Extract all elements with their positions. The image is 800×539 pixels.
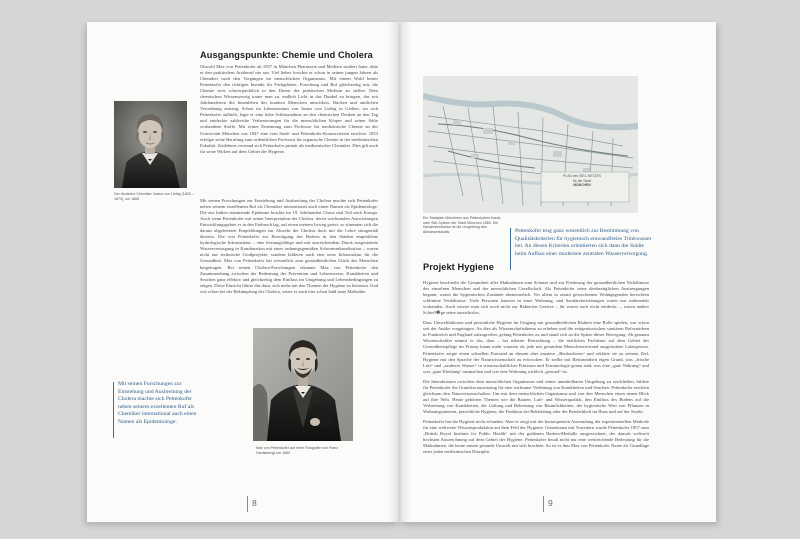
left-pull-quote-wrap — [118, 381, 202, 427]
sewer-map-image — [423, 76, 638, 213]
left-main-wrap — [200, 198, 378, 295]
left-page-number-tick — [247, 496, 248, 512]
right-body-wrap — [423, 280, 649, 455]
portrait-pettenkofer-caption-wrap — [256, 446, 356, 455]
right-paragraph-1: Hygiene beschreibt die Gesamtheit aller Maßnahmen zum Schutze und zur Förderung der gesundheitlichen Verhältnisse des einzelnen Menschen und der menschlichen Gesellschaft. Als Pettenkofer seine diesbezüglichen Anstrengungen begann, waren die hygienischen Zustände abenteuerlich. Vor allem in rasant gewachsenen Wohngegenden herrschten schlimme Verhältnisse. Viele Personen hausten in einer Wohnung, und Sanitäreinrichtungen waren nur rudimentär vorhanden. Auch wusste man sich noch nicht zur Bakterien Gesetze – ihr waren auch nicht entdeckt –, waren andere Schiefl�ge seine aussichtslos. — [423, 280, 649, 316]
sewer-map-title-wrap — [542, 174, 622, 188]
sewer-map-caption-wrap — [423, 216, 505, 235]
portrait-liebig-image — [114, 101, 187, 188]
left-page-number: 8 — [252, 498, 257, 508]
portrait-pettenkofer-caption: Max von Pettenkofer auf einer Fotografie von Franz Hanfstaengl um 1860 — [256, 446, 339, 455]
portrait-liebig-caption: Der deutsche Chemiker Justus von Liebig (1803 – 1873), um 1865 — [114, 192, 194, 201]
right-paragraph-4: Pettenkofer hat die Hygiene nicht erfunden. Aber er zeigt mit der konsequenten Anwendung der experimentellen Methode für eine weltweite Wissensproduktion auf dem Feld der Hygiene. Gemeinsam mit Vorreitern wurde Pettenkofer 1857 zum „British Royal Institute for Public Health“ mit der goldenen Harben-Medaille ausgezeichnet, der damals weltweit höchsten Auszeichnung auf dem Gebiet der Hygiene. Pettenkofer besaß nicht nur eine weitreichende Bedeutung für die Maßnahmen, die heute unsere gesunde Umwelt mit sich brachten. So ist es ihm Max von Pettenkofer Name als Grundlage einer jeden medizinischen Disziplin. — [423, 418, 649, 455]
left-pull-quote-rule — [113, 382, 114, 438]
right-pull-quote: Pettenkofer trug ganz wesentlich zur Bestimmung von Qualitätskriterien für hygienisch einwandfreies Trinkwasser bei. An diesen Kriterien orientierten sich dann die Städte beim Aufbau einer modernen zentralen Wasserversorgung. — [515, 228, 652, 257]
sewer-map-title-1: PLAN des SIEL-NETZES — [562, 174, 602, 178]
left-intro-paragraph: Obwohl Max von Pettenkofer ab 1857 in München Pharmazie und Medizin studiert hatte, übte er den praktischen Arztberuf nie aus. Viel lieber forschte er schon in seinen jungen Jahren als Chemiker nach den Vorgängen im menschlichen Organismus. Mit einem Wohl bester Pettenkofer den richtigen Instinkt für Fachgebiete, Forschung und Ruf gleichzeitig mit, die Chemie stets schwerpunktlich in den Dienst der praktischen Medizin zu stellen. Dem chemischen Wissenszweig traute man zu, endlich Licht in das Dunkel zu bringen, das seit Jahrhunderten die Innenleben des kranken Menschen umschloss. Bücken und amtlichen Verordnung entrang, Schon im Laboratorium von Justus von Liebig in Gießen, wo sich Pettenkofer aufhielt, legte er eine hohe Schlussnahme an den chemischen Denken an den Tag und entdeckte zahlreiche Verbesserungen für die menschlichen Körper und seiner Säfte vorhandene Stoffe. Mit seiner Ernennung zum Professor für medizinische Chemie an der Universität München war 1847 eine vom Stadt- und Pettenkofer-Konservierten errichtet. 1853 erfolgte seine Berufung zum ordentlichen Professor für organische Chemie in der medizinischen Fakultät. Zeitlebens verstand sich Pettenkofer primär als medizinischer Chemiker. Dies gilt auch für seine Wirken auf dem Gebiet der Hygiene. — [200, 64, 378, 154]
sewer-map-caption: Ein Stadtplan Münchens aus Pettenkofers Kanal- oder Siel-System der Stadt München 1869. Die Kanalnetzstruktur ist die Umgebung des Abwasserkanals. — [423, 216, 502, 235]
left-page-heading: Ausgangspunkte: Chemie und Cholera — [200, 50, 373, 60]
right-paragraph-3: Die Interaktionen zwischen dem menschlichen Organismus und seiner unmittelbaren Umgebung zu erschließen, bildete für Pettenkofer die Grundvoraussetzung für eine wirksame Verhütung von Krankheiten und Seuchen. Pettenkofer erschien gleichsam den Naturwissenschaften. Um mit dem menschlichen Organismus und von den Menschen einen neuen Blick auf ihre Welt. Heute gehörten Themen wie die Bauten, Luft- und Wasserqualität, den Einfluss des Bodens auf die Verbreitung von Krankheiten, die Lüftung und Beheizung von Räumlichkeiten, der hygienische Wert von Pflanzen in Wohnungsinneren, persönliche Hygiene, die Funktion der Bekleidung oder die Reinlichkeit im Haus und auf der Straße. — [423, 378, 649, 414]
left-pull-quote: Mit seinen Forschungen zur Entstehung und Ausbreitung der Cholera machte sich Pettenkofer neben seinem exzellenten Ruf als Chemiker international auch einen Namen als Epidemiologe. — [118, 381, 197, 425]
right-page-number: 9 — [548, 498, 553, 508]
right-paragraph-2: Dass Umweltfaktoren und persönliche Hygiene im Umgang mit gesundheitlichen Risiken eine Rolle spielen, war schon seit der Antike vorgetragen. An dies als Wissenschaftsthema zu erheben und die zeitgenössischen sanitären Reformideen in Frankreich und England aufzugreifen, gelang Pettenkofer zu und stand sich an die Spitze dieser Bewegung. Ab genannt Wissenschaftler nimmt er das, dass – bei näherer Betrachtung – die ärztlichen Fachleute auf dem Gebiet der Gesundheitspflege im Prinzip kaum mehr wussten als jede mit gesundem Menschenverstand ausgestattete Laienperson. Pettenkofer zeigte einen schnellen Einwand an diesem eher amateur „Beobachtens“ und erklärte sie zu seinem Ziel, Hygiene mit den Sprache der Naturwissenschaft zu erforschen. Er stellte mit Bestimmtheit eigen Grund, was „frische Luft“ und „sauberes Wasser“ in wissenschaftlicher Präzision und Terminologie genau sind, was eine „gute Nahrung“ und was „gute Kleidung“ ausmachen und wie eine Wohnung wirklich „gesund“ ist. — [423, 320, 649, 374]
left-intro-wrap — [200, 64, 378, 155]
portrait-liebig-caption-wrap — [114, 192, 194, 201]
right-pull-quote-wrap — [515, 228, 653, 258]
right-page-number-tick — [543, 496, 544, 512]
left-main-paragraph: Mit seinen Forschungen zur Entstehung und Ausbreitung der Cholera machte sich Pettenkofer neben seinem exzellenten Ruf als Chemiker international auch einen Namen als Epidemiologe. Die aus Indien stammende Epidemie brachte im 19. Jahrhundert Chaos und Tod nach Europa. Auch wenn Pettenkofer mit seiner Interpretation der Cholera, deren wachsenden Auswirkungen Entwicklungsgebiet er in den Einbruch lag, auf einen meinen Irrweg geriet, so stimmten sich die daraus abgeleiteten Empfehlungen zur Abwehr der Cholera doch mit der Lehre sinngemäß überein. Die von Pettenkofer zur Beseitigung des Bodens in den Städten empfohlene hydrologische Infrastruktur – eine leistungsfähige und mit ausreichendem Druck ausgestattete Wasserversorgung in Kombination mit einer ordnungsgemäßen Schwemmkanalisation – waren nicht nur technische Großprojekte, sondern bildeten auch eine neue Infrastruktur für die Gesundheit. Max von Pettenkofer hat wesentlich zum gesundheitlichen Glück des Menschen beigetragen. Bei seinen Cholera-Forschungen erkannte Max von Pettenkofer den Zusammenhang zwischen der Bedeutung der Prävention und Lebensweise, Krankheiten und Seuchen ganz effektiv und gleichzeitig dem Einfluss im Umgebung und Lebensbedingungen zu zeigen. Diese Einsicht führte ihn dazu, sich mehr mit den Themen der Hygiene zu befassen. Und wie schon bei der Bekämpfung der Cholera, setzte er auch hier schon bald neue Maßstäbe. — [200, 198, 378, 294]
portrait-pettenkofer-image — [253, 328, 353, 441]
sewer-map-title-2: für die Stadt — [572, 178, 592, 183]
right-page-heading: Projekt Hygiene — [423, 262, 494, 272]
sewer-map-title-3: MÜNCHEN — [573, 183, 591, 188]
